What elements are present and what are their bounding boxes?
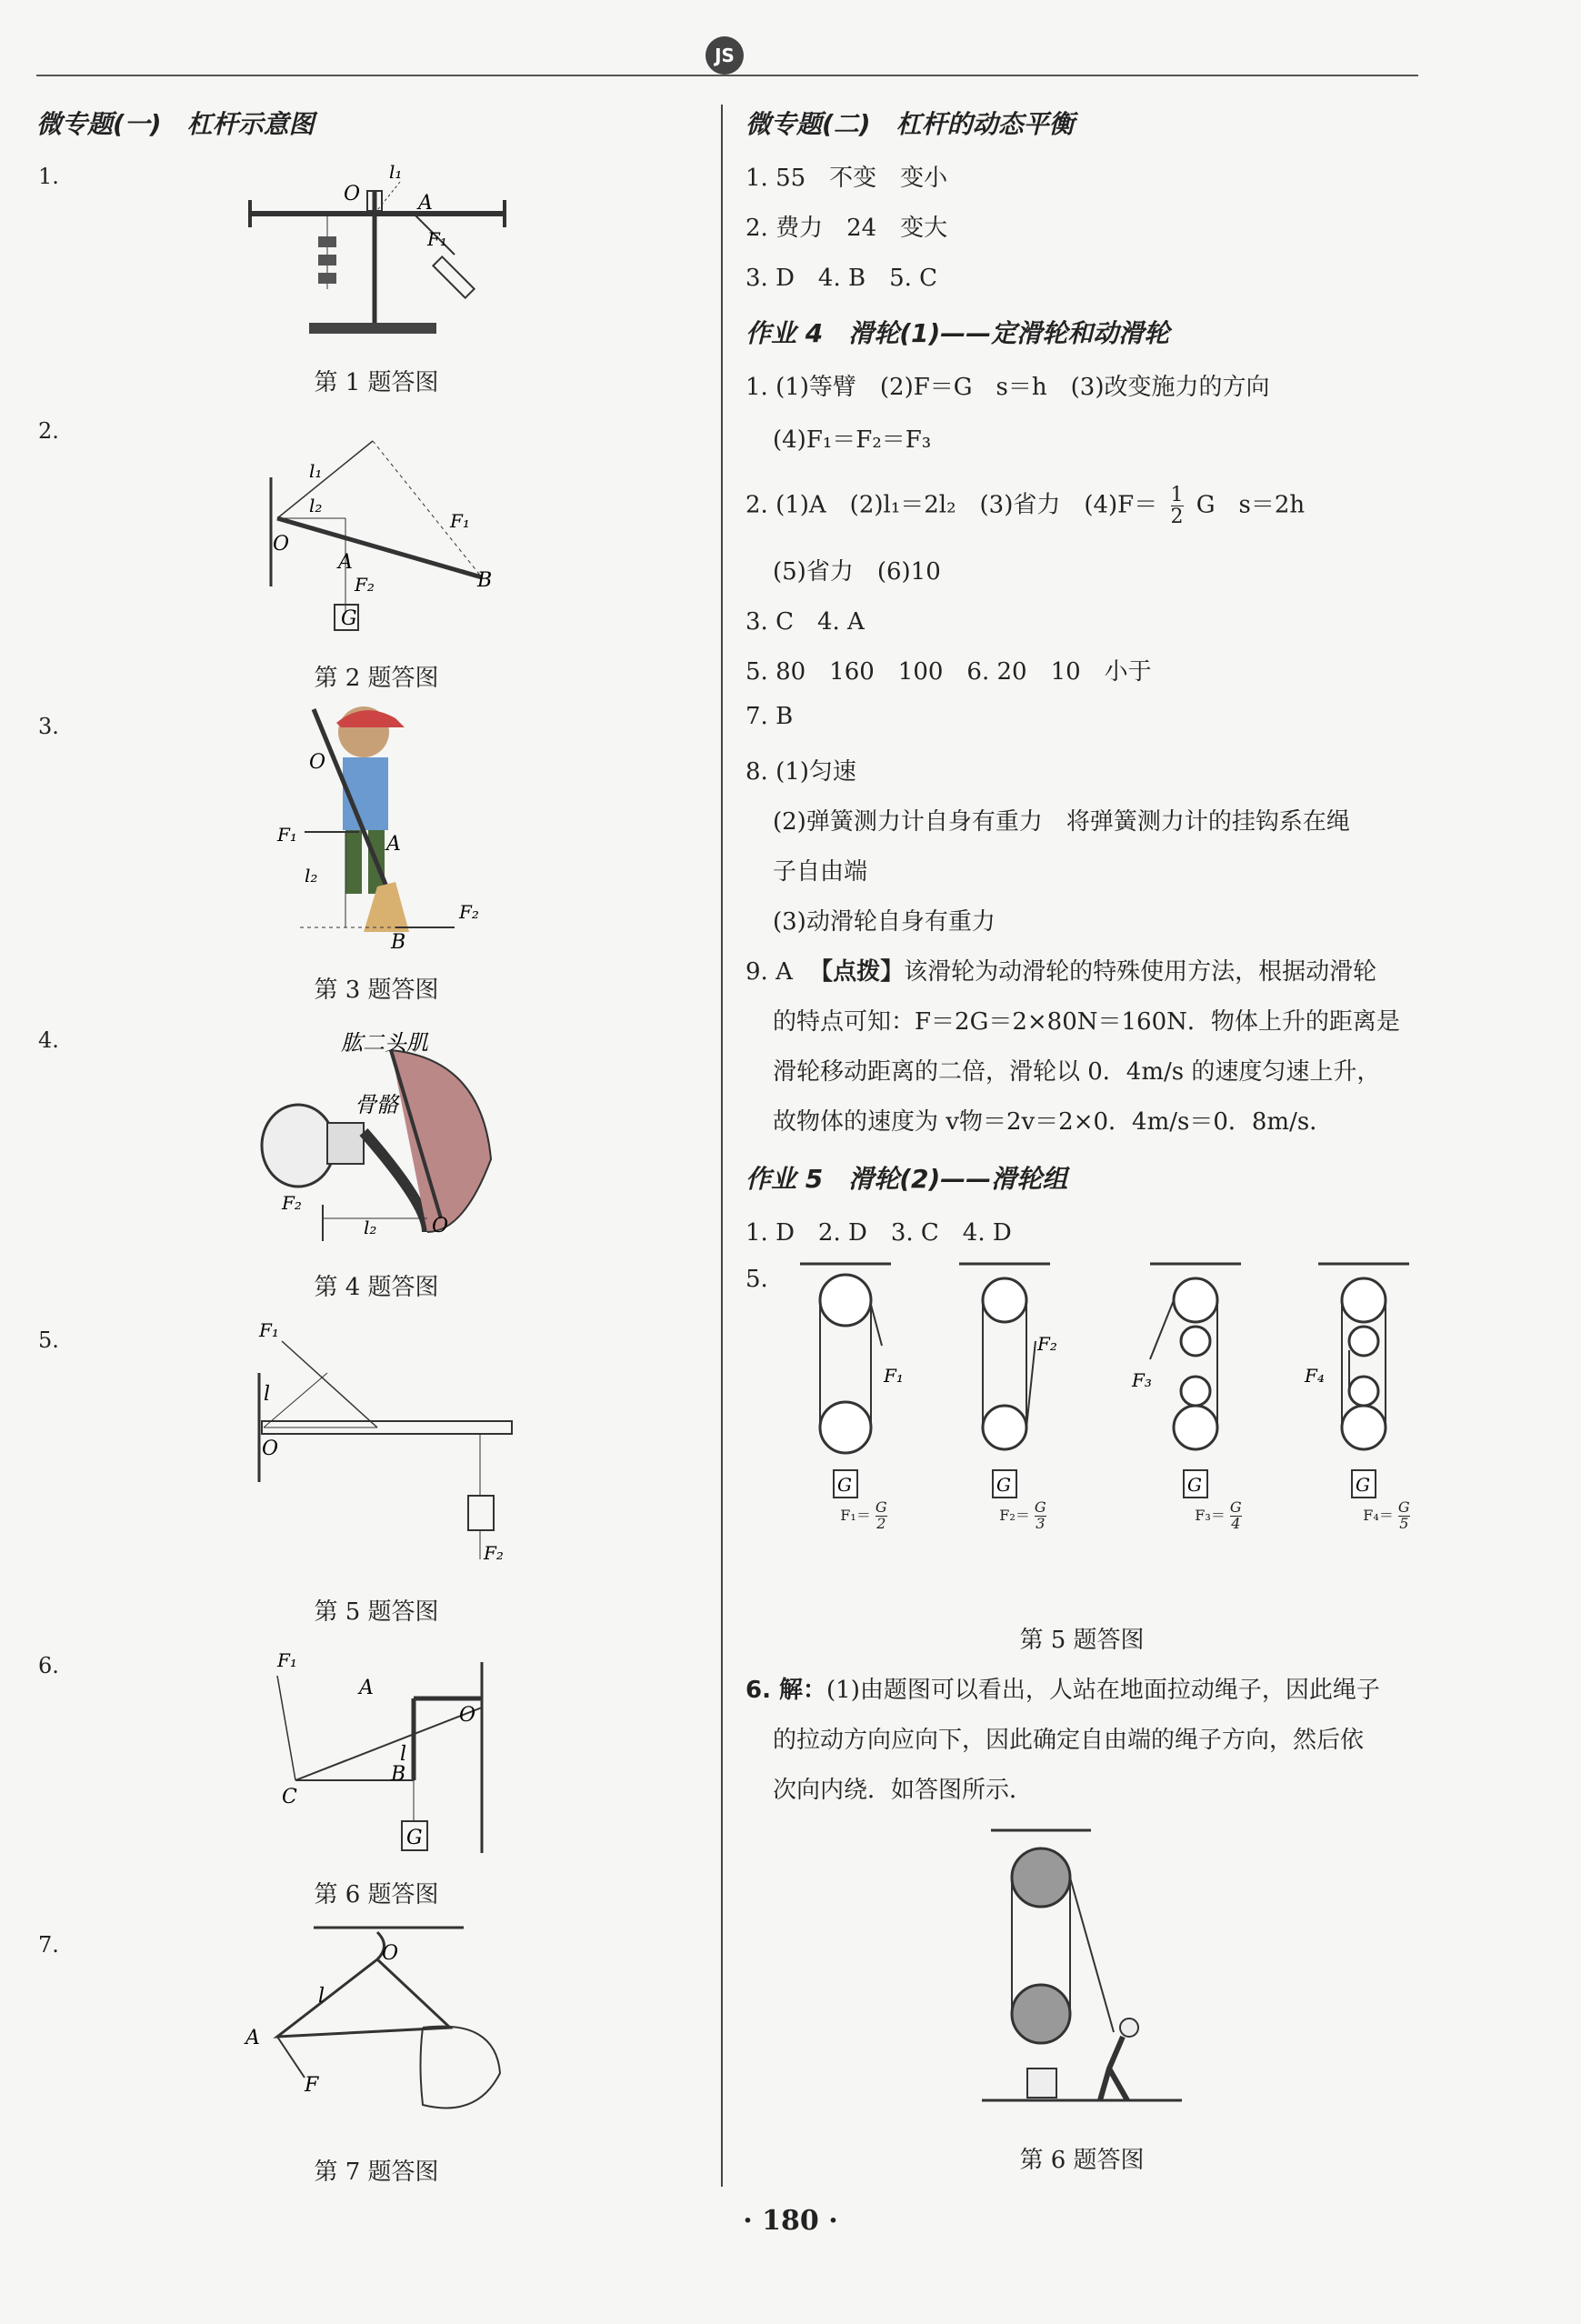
answer-part: (1)由题图可以看出，人站在地面拉动绳子，因此绳子 [826,1677,1380,1704]
label-B: B [391,931,406,950]
fraction-numerator: G [1397,1498,1410,1516]
broom-diagram-3 [259,705,514,950]
label-B: B [391,1763,406,1786]
item-number: 3. [38,714,59,739]
fraction-denominator: 2 [876,1514,886,1532]
label-A: A [418,192,433,215]
label-F2: F₂ [355,574,375,596]
label-F2: F₂ [484,1542,504,1564]
force-label: F₂ [1037,1333,1057,1355]
label-O: O [344,183,361,205]
weight-label: G [996,1474,1011,1496]
left-section-title: 微专题(一) 杠杆示意图 [36,109,315,139]
label-O: O [459,1704,476,1727]
label-A: A [386,833,401,856]
page-number: · 180 · [743,2205,838,2237]
label-l2: l₂ [364,1217,377,1238]
label-G: G [341,607,357,630]
figure-caption-6b: 第 6 题答图 [1019,2147,1145,2174]
label-O: O [432,1215,449,1237]
item-number: 7. [38,1932,59,1958]
answer-line: (3)动滑轮自身有重力 [773,908,996,936]
item-number: 6. [38,1653,59,1678]
arm-diagram-4 [245,1023,527,1241]
figure-caption-7: 第 7 题答图 [314,2159,439,2186]
answer-line: 1. (1)等臂 (2)F＝G s＝h (3)改变施力的方向 [745,374,1270,401]
bracket-diagram-6 [255,1644,527,1871]
answer-line: 滑轮移动距离的二倍，滑轮以 0．4m/s 的速度匀速上升， [773,1058,1381,1086]
fraction-denominator: 3 [1036,1514,1046,1532]
formula-left: F₁＝ [840,1506,871,1524]
person-pulley-diagram [964,1823,1200,2132]
answer-line: 1. 55 不变 变小 [745,165,948,192]
label-bone: 骨骼 [355,1092,398,1117]
answer-line [745,953,1376,987]
label-l1: l₁ [309,460,323,482]
answer-line: 5. 80 160 100 6. 20 10 小于 [745,658,1152,686]
answer-line: 1. D 2. D 3. C 4. D [745,1219,1012,1247]
item-number: 4. [38,1027,59,1053]
item-number: 2. [38,418,59,444]
answer-part: 2. (1)A (2)l₁＝2l₂ (3)省力 (4)F＝ [745,491,1158,519]
label-F1: F₁ [277,1649,297,1671]
right-section-title-1: 微专题(二) 杠杆的动态平衡 [745,109,1075,139]
fraction-denominator: 5 [1399,1514,1409,1532]
answer-part: 该滑轮为动滑轮的特殊使用方法，根据动滑轮 [904,958,1377,986]
answer-line: 的拉动方向应向下，因此确定自由端的绳子方向，然后依 [773,1727,1365,1754]
label-O: O [273,533,290,556]
answer-line: 的特点可知：F＝2G＝2×80N＝160N．物体上升的距离是 [773,1008,1400,1036]
answer-part: 9. A [745,958,793,986]
answer-line: 3. D 4. B 5. C [745,265,938,292]
label-l: l [318,1985,325,2008]
answer-line: 3. C 4. A [745,608,865,636]
label-F2: F₂ [282,1192,302,1214]
label-F1: F₁ [259,1319,279,1341]
item-number: 5. [38,1327,59,1353]
label-biceps: 肱二头肌 [341,1030,428,1056]
weight-label: G [837,1474,852,1496]
weight-label: G [1356,1474,1370,1496]
label-l2: l₂ [309,495,323,516]
label-O: O [382,1942,399,1965]
label-O: O [309,751,326,774]
pulley-formula [1164,1500,1273,1532]
fraction-numerator: G [1229,1498,1242,1516]
pulley-systems [773,1259,1409,1468]
answer-line [745,485,1305,527]
formula-left: F₄＝ [1363,1506,1394,1524]
answer-line: 故物体的速度为 v物＝2v＝2×0．4m/s＝0．8m/s． [773,1108,1334,1136]
fraction [876,1500,887,1532]
label-O: O [262,1437,279,1460]
label-l: l [264,1383,271,1406]
hanger-diagram-7 [241,1918,514,2137]
fraction [1398,1500,1410,1532]
column-divider [721,105,723,2187]
label-F: F [305,2074,319,2097]
answer-line: 5. [745,1266,768,1293]
label-A: A [338,551,353,574]
force-label: F₁ [884,1365,904,1387]
force-label: F₃ [1132,1369,1152,1391]
pulley-formula [1332,1500,1441,1532]
label-G: G [406,1827,423,1849]
label-l1: l₁ [389,161,403,183]
label-A: A [359,1677,374,1699]
answer-line [745,1671,1380,1705]
label-F2: F₂ [459,901,479,923]
figure-caption-1: 第 1 题答图 [314,369,439,396]
answer-line: 8. (1)匀速 [745,758,856,786]
header-rule [36,75,1418,76]
right-section-title-2: 作业 4 滑轮(1)——定滑轮和动滑轮 [745,318,1170,348]
formula-left: F₃＝ [1195,1506,1226,1524]
lever-diagram-1 [236,155,527,346]
lever-diagram-2 [255,423,509,641]
figure-caption-5: 第 5 题答图 [314,1598,439,1626]
fraction-denominator: 4 [1231,1514,1241,1532]
fraction-numerator: G [875,1498,887,1516]
pulley-formula [968,1500,1077,1532]
answer-line: (4)F₁＝F₂＝F₃ [773,426,932,454]
fraction [1230,1500,1242,1532]
item-number: 1. [38,164,59,189]
pulley-weights [773,1466,1409,1502]
formula-left: F₂＝ [999,1506,1030,1524]
lever-diagram-5 [236,1318,527,1582]
label-B: B [477,569,493,592]
solution-label: 6. 解： [745,1677,827,1704]
answer-line: 2. 费力 24 变大 [745,215,948,242]
force-label: F₄ [1305,1365,1325,1387]
label-F1: F₁ [277,824,297,846]
answer-part: G s＝2h [1196,491,1306,519]
pulley-formulas [773,1500,1409,1591]
right-section-title-3: 作业 5 滑轮(2)——滑轮组 [745,1164,1068,1194]
label-l: l [400,1743,407,1766]
label-F1: F₁ [450,510,470,532]
figure-caption-2: 第 2 题答图 [314,665,439,692]
answer-line: (2)弹簧测力计自身有重力 将弹簧测力计的挂钩系在绳 [773,808,1350,836]
pulley-formula [809,1500,918,1532]
weight-label: G [1187,1474,1202,1496]
figure-caption-3: 第 3 题答图 [314,977,439,1004]
fraction-numerator: G [1034,1498,1046,1516]
answer-line: (5)省力 (6)10 [773,558,941,586]
label-C: C [282,1786,297,1808]
figure-caption-4: 第 4 题答图 [314,1274,439,1301]
answer-line: 次向内绕．如答图所示． [773,1777,1034,1804]
figure-caption-6: 第 6 题答图 [314,1881,439,1908]
figure-caption-5b: 第 5 题答图 [1019,1627,1145,1654]
answer-line: 7. B [745,703,794,730]
label-A: A [245,2027,260,2049]
hint-tag: 【点拨】 [809,958,905,986]
fraction-denominator: 2 [1170,506,1184,529]
label-F1: F₁ [427,228,447,250]
js-badge: JS [705,36,744,75]
label-l2: l₂ [305,865,318,887]
fraction [1035,1500,1046,1532]
fraction-numerator: 1 [1170,484,1184,506]
fraction [1171,485,1184,527]
answer-line: 子自由端 [773,858,868,886]
